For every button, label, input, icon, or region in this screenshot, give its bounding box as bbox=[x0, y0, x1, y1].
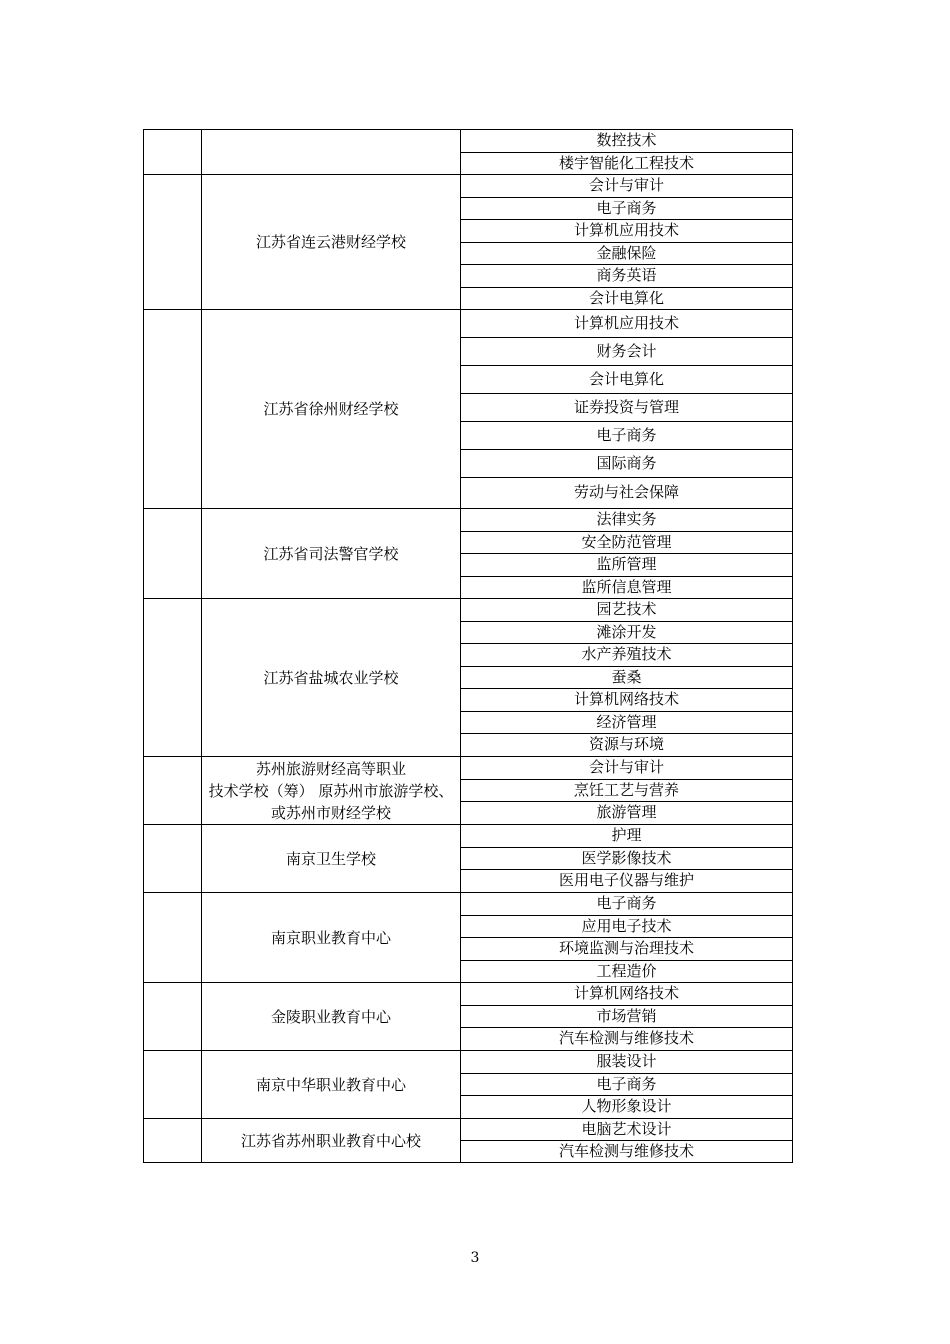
table-row bbox=[144, 983, 793, 1006]
table-row bbox=[144, 310, 793, 338]
major-cell: 安全防范管理 bbox=[461, 532, 793, 554]
major-cell: 数控技术 bbox=[461, 130, 793, 153]
major-cell: 烹饪工艺与营养 bbox=[461, 780, 793, 802]
major-cell: 蚕桑 bbox=[461, 667, 793, 689]
table-row bbox=[144, 757, 793, 780]
major-cell: 劳动与社会保障 bbox=[461, 478, 793, 509]
major-cell: 汽车检测与维修技术 bbox=[461, 1028, 793, 1051]
school-major-table bbox=[143, 129, 793, 1163]
major-cell: 会计与审计 bbox=[461, 757, 793, 780]
table-row bbox=[144, 1119, 793, 1141]
school-name-cell: 南京卫生学校 bbox=[202, 825, 461, 893]
school-name-line: 技术学校（筹） 原苏州市旅游学校、 bbox=[208, 781, 454, 800]
major-cell: 监所管理 bbox=[461, 554, 793, 577]
major-cell: 电子商务 bbox=[461, 198, 793, 220]
table-row bbox=[144, 130, 793, 153]
major-cell: 环境监测与治理技术 bbox=[461, 938, 793, 961]
major-cell: 经济管理 bbox=[461, 712, 793, 734]
major-cell: 国际商务 bbox=[461, 450, 793, 478]
index-cell bbox=[144, 1119, 202, 1163]
school-name-cell: 金陵职业教育中心 bbox=[202, 983, 461, 1051]
school-name-cell bbox=[202, 757, 461, 825]
major-cell: 滩涂开发 bbox=[461, 622, 793, 644]
school-name-cell: 江苏省徐州财经学校 bbox=[202, 310, 461, 509]
major-cell: 人物形象设计 bbox=[461, 1096, 793, 1119]
index-cell bbox=[144, 893, 202, 983]
school-name-cell: 江苏省司法警官学校 bbox=[202, 509, 461, 599]
major-cell: 园艺技术 bbox=[461, 599, 793, 622]
school-name-line: 苏州旅游财经高等职业 bbox=[255, 759, 406, 778]
major-cell: 会计与审计 bbox=[461, 175, 793, 198]
index-cell bbox=[144, 310, 202, 509]
index-cell bbox=[144, 757, 202, 825]
school-name-cell bbox=[202, 130, 461, 175]
major-cell: 电子商务 bbox=[461, 1074, 793, 1096]
index-cell bbox=[144, 175, 202, 310]
major-cell: 电子商务 bbox=[461, 893, 793, 916]
major-cell: 金融保险 bbox=[461, 243, 793, 265]
table-row bbox=[144, 825, 793, 848]
major-cell: 医用电子仪器与维护 bbox=[461, 870, 793, 893]
school-name-cell: 江苏省苏州职业教育中心校 bbox=[202, 1119, 461, 1163]
major-cell: 旅游管理 bbox=[461, 802, 793, 825]
page-number: 3 bbox=[470, 1250, 480, 1266]
major-cell: 会计电算化 bbox=[461, 288, 793, 310]
major-cell: 应用电子技术 bbox=[461, 916, 793, 938]
major-cell: 服装设计 bbox=[461, 1051, 793, 1074]
school-name-cell: 江苏省盐城农业学校 bbox=[202, 599, 461, 757]
major-cell: 计算机网络技术 bbox=[461, 689, 793, 712]
major-cell: 计算机网络技术 bbox=[461, 983, 793, 1006]
major-cell: 楼宇智能化工程技术 bbox=[461, 153, 793, 175]
index-cell bbox=[144, 983, 202, 1051]
major-cell: 财务会计 bbox=[461, 338, 793, 366]
major-cell: 护理 bbox=[461, 825, 793, 848]
major-cell: 电脑艺术设计 bbox=[461, 1119, 793, 1141]
major-cell: 法律实务 bbox=[461, 509, 793, 532]
school-name-line: 或苏州市财经学校 bbox=[270, 803, 391, 822]
table-row bbox=[144, 893, 793, 916]
index-cell bbox=[144, 509, 202, 599]
major-cell: 商务英语 bbox=[461, 265, 793, 288]
major-cell: 证券投资与管理 bbox=[461, 394, 793, 422]
major-cell: 工程造价 bbox=[461, 961, 793, 983]
major-cell: 医学影像技术 bbox=[461, 848, 793, 870]
index-cell bbox=[144, 130, 202, 175]
major-cell: 电子商务 bbox=[461, 422, 793, 450]
major-cell: 会计电算化 bbox=[461, 366, 793, 394]
major-cell: 计算机应用技术 bbox=[461, 220, 793, 243]
table-row bbox=[144, 175, 793, 198]
school-name-cell: 江苏省连云港财经学校 bbox=[202, 175, 461, 310]
major-cell: 计算机应用技术 bbox=[461, 310, 793, 338]
major-cell: 水产养殖技术 bbox=[461, 644, 793, 667]
index-cell bbox=[144, 599, 202, 757]
major-cell: 监所信息管理 bbox=[461, 577, 793, 599]
school-name-cell: 南京中华职业教育中心 bbox=[202, 1051, 461, 1119]
index-cell bbox=[144, 1051, 202, 1119]
major-cell: 汽车检测与维修技术 bbox=[461, 1141, 793, 1163]
major-cell: 市场营销 bbox=[461, 1006, 793, 1028]
school-name-cell: 南京职业教育中心 bbox=[202, 893, 461, 983]
index-cell bbox=[144, 825, 202, 893]
major-cell: 资源与环境 bbox=[461, 734, 793, 757]
table-row bbox=[144, 599, 793, 622]
table-row bbox=[144, 1051, 793, 1074]
table-row bbox=[144, 509, 793, 532]
